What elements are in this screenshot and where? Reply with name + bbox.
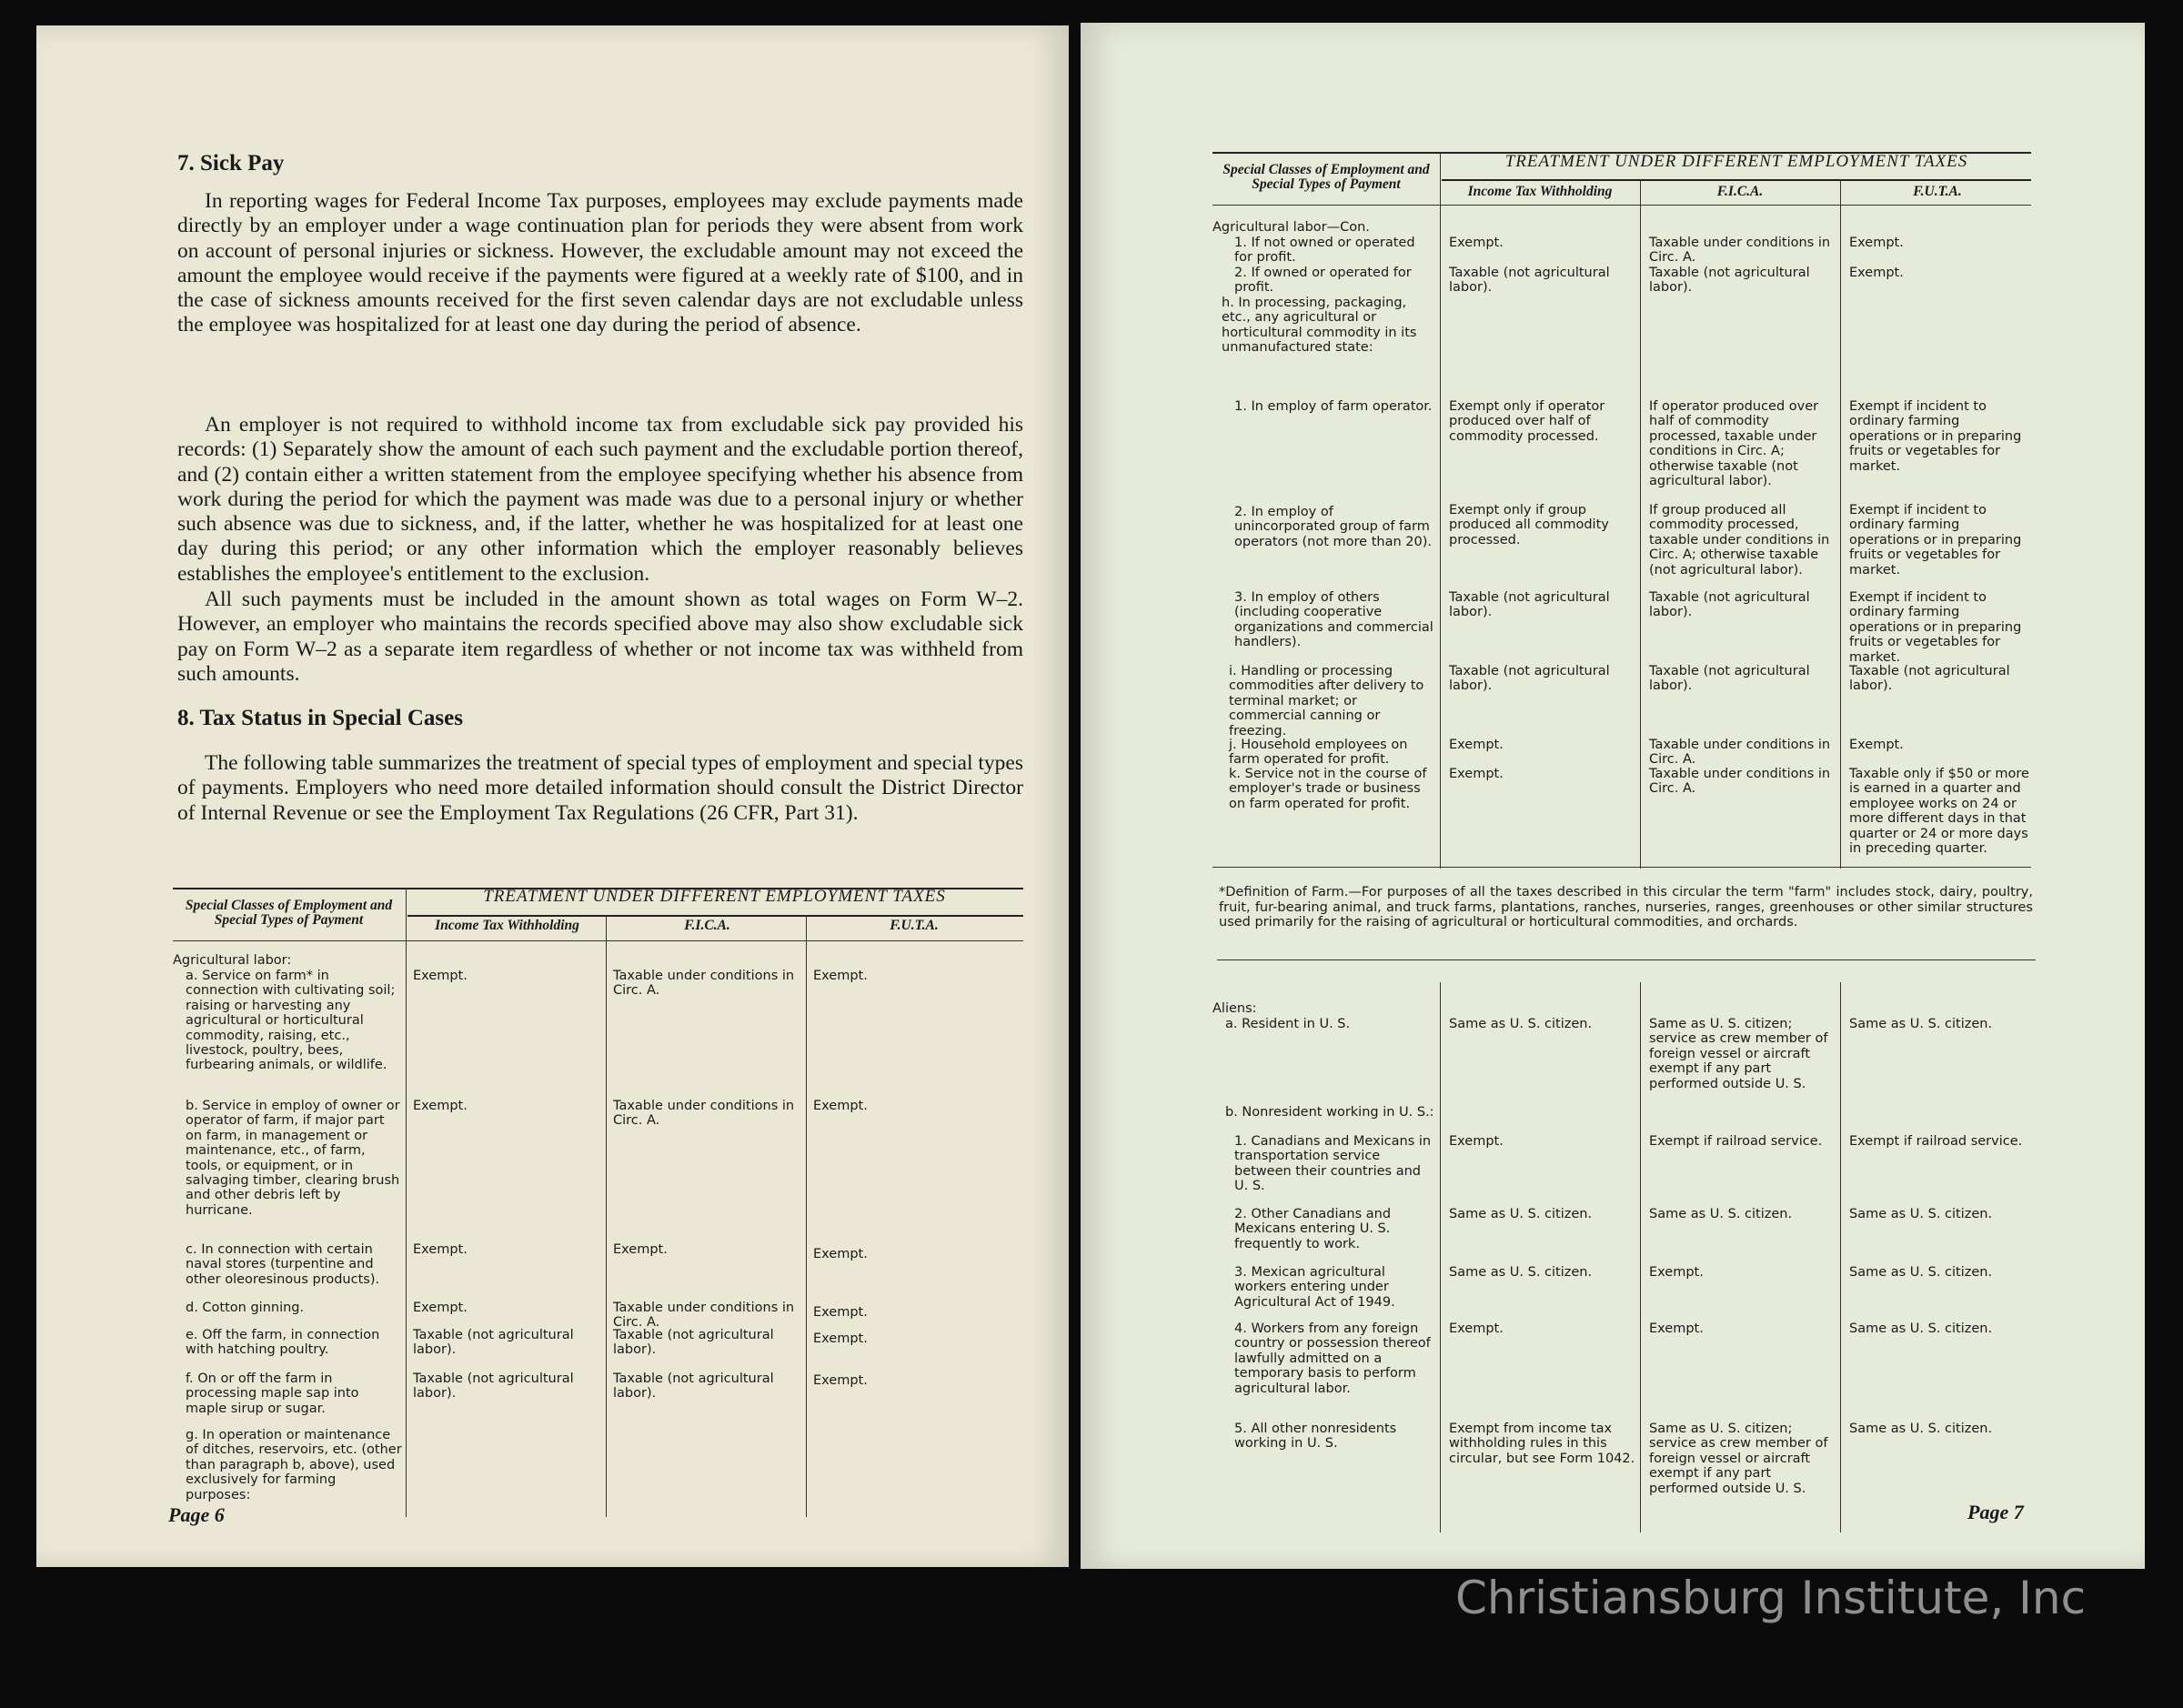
col-header-futa: F.U.T.A. — [1913, 184, 1962, 199]
table-cell-futa: Exempt. — [1849, 266, 1904, 280]
table-cell-futa: Exempt. — [813, 1305, 868, 1320]
table-cell-fica: Taxable (not agricultural labor). — [1649, 590, 1810, 620]
table-cell-itw: Same as U. S. citizen. — [1449, 1017, 1593, 1031]
table-row-label: 3. In employ of others (including cooperative organizations and commercial handlers). — [1234, 590, 1434, 650]
table-cell-itw: Taxable (not agricultural labor). — [1449, 664, 1610, 694]
table-cell-itw: Exempt. — [413, 1099, 468, 1113]
table-cell-futa: Exempt. — [813, 1099, 868, 1113]
section-7-paragraph-3: All such payments must be included in the amount shown as total wages on Form W–2. However, an employer who maintains the records specified above may also show excludable sick pay on Form W–2 as a separate item regardless of whether or not income tax was withheld from such amounts. — [177, 588, 1023, 686]
table-cell-futa: Same as U. S. citizen. — [1849, 1422, 1993, 1436]
table-cell-fica: Exempt. — [1649, 1321, 1704, 1336]
table-cell-itw: Exempt only if operator produced over half of commodity processed. — [1449, 399, 1605, 444]
table-row-label: 5. All other nonresidents working in U. S. — [1234, 1422, 1397, 1452]
table-cell-futa: Same as U. S. citizen. — [1849, 1265, 1993, 1280]
table-cell-futa: Exempt if incident to ordinary farming operations or in preparing fruits or vegetables for market. — [1849, 503, 2022, 578]
table-cell-itw: Same as U. S. citizen. — [1449, 1265, 1593, 1280]
table-cell-futa: Exempt if railroad service. — [1849, 1134, 2023, 1149]
table-row-label: a. Resident in U. S. — [1225, 1017, 1351, 1031]
section-7-paragraph-1: In reporting wages for Federal Income Tax purposes, employees may exclude payments made directly by an employer under a wage continuation plan for periods they were absent from work on account of personal injuries or sickness. However, the excludable amount may not exceed the amount the employee would receive if the payments were figured at a weekly rate of $100, and in the case of sickness amounts received for the first seven calendar days are not excludable unless the employee was hospitalized for at least one day during the period of absence. — [177, 189, 1023, 337]
table-cell-futa: Exempt if incident to ordinary farming operations or in preparing fruits or vegetables for market. — [1849, 399, 2022, 474]
table-cell-fica: Taxable (not agricultural labor). — [613, 1328, 774, 1358]
right-tax-table-aliens — [1212, 959, 2031, 1532]
table-row-label: f. On or off the farm in processing maple sap into maple sirup or sugar. — [186, 1371, 359, 1416]
section-8-paragraph: The following table summarizes the treatment of special types of employment and special types of payments. Employers who need more detailed information should consult the District Director of Internal Revenue or see the Employment Tax Regulations (26 CFR, Part 31). — [177, 751, 1023, 825]
table-row-label: e. Off the farm, in connection with hatching poultry. — [186, 1328, 380, 1358]
table-cell-itw: Exempt. — [413, 1242, 468, 1257]
table-row-label: a. Service on farm* in connection with cultivating soil; raising or harvesting any agricultural or horticultural commodity, raising, etc., livestock, poultry, bees, furbearing animals, or wildlife. — [186, 969, 396, 1073]
table-row-label: g. In operation or maintenance of ditches, reservoirs, etc. (other than paragraph b, above), used exclusively for farming purposes: — [186, 1428, 402, 1502]
table-cell-itw: Exempt. — [1449, 767, 1504, 781]
farm-definition-note: *Definition of Farm.—For purposes of all the taxes described in this circular the term "farm" includes stock, dairy, poultry, fruit, fur-bearing animal, and truck farms, plantations, ranches, nurseries, ranges, greenhouses or other similar structures used primarily for the raising of agricultural or horticultural commodities, and orchards. — [1219, 885, 2033, 929]
table-cell-futa: Exempt. — [1849, 236, 1904, 250]
table-cell-fica: Exempt. — [613, 1242, 668, 1257]
table-cell-itw: Exempt. — [1449, 236, 1504, 250]
table-cell-fica: Taxable (not agricultural labor). — [1649, 664, 1810, 694]
table-row-label: i. Handling or processing commodities after delivery to terminal market; or commercial canning or freezing. — [1229, 664, 1424, 738]
table-cell-itw: Taxable (not agricultural labor). — [1449, 590, 1610, 620]
table-cell-futa: Exempt. — [813, 1373, 868, 1388]
table-cell-futa: Exempt. — [813, 1247, 868, 1261]
table-cell-itw: Exempt. — [1449, 1134, 1504, 1149]
left-page — [36, 25, 1069, 1567]
section-7-title: 7. Sick Pay — [177, 151, 285, 176]
table-row-label: 1. In employ of farm operator. — [1234, 399, 1433, 414]
right-page — [1081, 23, 2145, 1569]
table-cell-itw: Exempt. — [1449, 738, 1504, 752]
table-cell-itw: Taxable (not agricultural labor). — [413, 1371, 574, 1402]
page-number-right: Page 7 — [1967, 1501, 2024, 1523]
table-cell-fica: Exempt if railroad service. — [1649, 1134, 1823, 1149]
table-row-label: 4. Workers from any foreign country or possession thereof lawfully admitted on a temporary basis to perform agricultural labor. — [1234, 1321, 1431, 1396]
left-tax-table — [173, 862, 1023, 1517]
group-label-agricultural-continued: Agricultural labor—Con. — [1212, 220, 1370, 235]
group-label-agricultural: Agricultural labor: — [173, 953, 292, 968]
table-cell-itw: Taxable (not agricultural labor). — [1449, 266, 1610, 296]
table-cell-fica: If group produced all commodity processed, taxable under conditions in Circ. A; otherwise taxable (not agricultural labor). — [1649, 503, 1830, 578]
table-cell-fica: Taxable under conditions in Circ. A. — [613, 1099, 795, 1129]
section-7-paragraph-2: An employer is not required to withhold income tax from excludable sick pay provided his records: (1) Separately show the amount of each such payment and the excludable portion thereof, and (2) contain either a written statement from the employee specifying whether his absence from work during the period for which the payment was made was due to a personal injury or whether such absence was due to sickness, and, if the latter, whether he was hospitalized for at least one day during this period; or any other information which the employer reasonably believes establishes the employee's entitlement to the exclusion. — [177, 413, 1023, 586]
table-cell-fica: Taxable under conditions in Circ. A. — [1649, 236, 1831, 266]
table-row-label: b. Service in employ of owner or operator of farm, if major part on farm, in management or maintenance, etc., of farm, tools, or equipment, or in salvaging timber, clearing brush and other debris left by hurricane. — [186, 1099, 400, 1218]
table-cell-futa: Exempt. — [813, 1331, 868, 1346]
table-cell-itw: Exempt from income tax withholding rules in this circular, but see Form 1042. — [1449, 1422, 1635, 1466]
table-cell-futa: Exempt. — [813, 969, 868, 983]
table-cell-fica: Taxable under conditions in Circ. A. — [1649, 738, 1831, 768]
table-super-header: TREATMENT UNDER DIFFERENT EMPLOYMENT TAXES — [1504, 152, 1968, 171]
table-row-label: d. Cotton ginning. — [186, 1301, 305, 1315]
table-cell-futa: Same as U. S. citizen. — [1849, 1017, 1993, 1031]
table-row-label: 2. In employ of unincorporated group of farm operators (not more than 20). — [1234, 505, 1432, 549]
table-cell-itw: Same as U. S. citizen. — [1449, 1207, 1593, 1221]
table-cell-itw: Exempt. — [413, 1301, 468, 1315]
table-cell-futa: Exempt. — [1849, 738, 1904, 752]
table-cell-futa: Taxable (not agricultural labor). — [1849, 664, 2010, 694]
page-number-left: Page 6 — [168, 1503, 225, 1526]
table-cell-fica: If operator produced over half of commodity processed, taxable under conditions in Circ. A; otherwise taxable (not agricultural labor). — [1649, 399, 1819, 489]
table-cell-futa: Exempt if incident to ordinary farming operations or in preparing fruits or vegetables for market. — [1849, 590, 2022, 665]
table-cell-fica: Taxable (not agricultural labor). — [613, 1371, 774, 1402]
col-header-income-tax: Income Tax Withholding — [435, 918, 579, 933]
table-cell-fica: Taxable (not agricultural labor). — [1649, 266, 1810, 296]
table-row-label: 3. Mexican agricultural workers entering under Agricultural Act of 1949. — [1234, 1265, 1395, 1310]
table-cell-itw: Exempt. — [1449, 1321, 1504, 1336]
table-cell-fica: Same as U. S. citizen; service as crew member of foreign vessel or aircraft exempt if any part performed outside U. S. — [1649, 1422, 1828, 1496]
table-row-label: 2. If owned or operated for profit. — [1234, 266, 1412, 296]
table-row-label: 1. If not owned or operated for profit. — [1234, 236, 1415, 266]
table-cell-itw: Taxable (not agricultural labor). — [413, 1328, 574, 1358]
table-row-label: 1. Canadians and Mexicans in transportation service between their countries and U. S. — [1234, 1134, 1432, 1194]
group-label-aliens: Aliens: — [1212, 1001, 1257, 1016]
table-cell-fica: Exempt. — [1649, 1265, 1704, 1280]
table-cell-fica: Taxable under conditions in Circ. A. — [1649, 767, 1831, 797]
table-cell-futa: Same as U. S. citizen. — [1849, 1321, 1993, 1336]
table-row-label: c. In connection with certain naval stores (turpentine and other oleoresinous products). — [186, 1242, 380, 1287]
table-cell-futa: Same as U. S. citizen. — [1849, 1207, 1993, 1221]
table-cell-futa: Taxable only if $50 or more is earned in a quarter and employee works on 24 or more different days in that quarter or 24 or more days in preceding quarter. — [1849, 767, 2029, 857]
table-row-label: 2. Other Canadians and Mexicans entering U. S. frequently to work. — [1234, 1207, 1392, 1251]
table-row-label: j. Household employees on farm operated for profit. — [1229, 738, 1408, 768]
col-header-income-tax: Income Tax Withholding — [1467, 184, 1613, 199]
table-cell-fica: Same as U. S. citizen. — [1649, 1207, 1793, 1221]
table-super-header: TREATMENT UNDER DIFFERENT EMPLOYMENT TAXES — [483, 887, 946, 906]
table-cell-fica: Taxable under conditions in Circ. A. — [613, 1301, 795, 1331]
table-corner-header: Special Classes of Employment and Special Types of Payment — [185, 898, 393, 928]
watermark-text: Christiansburg Institute, Inc — [1455, 1572, 2087, 1624]
col-header-futa: F.U.T.A. — [890, 918, 939, 933]
col-header-fica: F.I.C.A. — [1716, 184, 1764, 199]
col-header-fica: F.I.C.A. — [684, 918, 730, 933]
table-cell-itw: Exempt only if group produced all commodity processed. — [1449, 503, 1609, 548]
section-8-title: 8. Tax Status in Special Cases — [177, 706, 463, 730]
table-cell-fica: Taxable under conditions in Circ. A. — [613, 969, 795, 999]
table-cell-itw: Exempt. — [413, 969, 468, 983]
table-row-label: h. In processing, packaging, etc., any agricultural or horticultural commodity in its unmanufactured state: — [1222, 296, 1417, 356]
table-row-label: b. Nonresident working in U. S.: — [1225, 1105, 1434, 1120]
table-cell-fica: Same as U. S. citizen; service as crew member of foreign vessel or aircraft exempt if any part performed outside U. S. — [1649, 1017, 1828, 1091]
table-row-label: k. Service not in the course of employer's trade or business on farm operated for profit. — [1229, 767, 1427, 811]
right-tax-table-top — [1212, 152, 2031, 869]
table-corner-header: Special Classes of Employment and Special Types of Payment — [1222, 162, 1430, 192]
